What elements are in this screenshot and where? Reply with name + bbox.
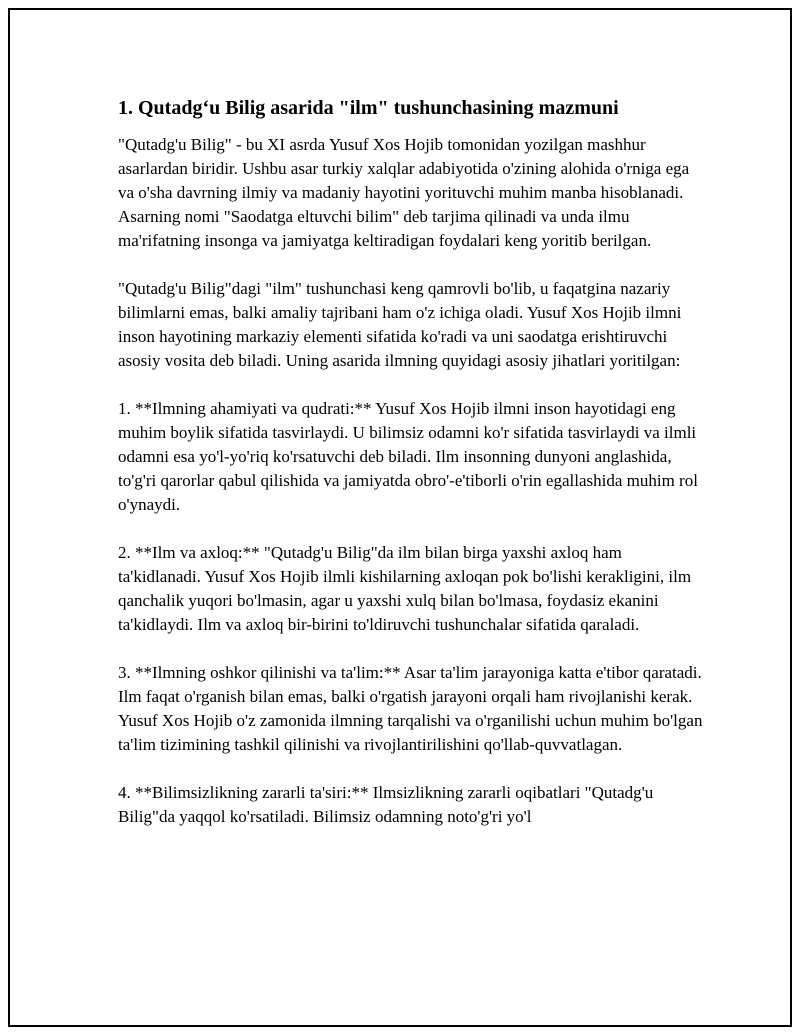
paragraph-point-4: 4. **Bilimsizlikning zararli ta'siri:** Ilmsizlikning zararli oqibatlari "Qutadg'u Bilig"da yaqqol ko'rsatiladi. Bilimsiz odamning noto'g'ri yo'l [118, 783, 654, 826]
document-page [8, 8, 792, 1027]
paragraph-point-1: 1. **Ilmning ahamiyati va qudrati:** Yusuf Xos Hojib ilmni inson hayotidagi eng muhim boylik sifatida tasvirlaydi. U bilimsiz odamni ko'r sifatida tasvirlaydi va ilmli odamni esa yo'l-yo'riq ko'rsatuvchi deb biladi. Ilm insonning dunyoni anglashida, to'g'ri qarorlar qabul qilishida va jamiyatda obro'-e'tiborli o'rin egallashida muhim rol o'ynaydi. [118, 399, 698, 514]
paragraph-ilm-concept: "Qutadg'u Bilig"dagi "ilm" tushunchasi keng qamrovli bo'lib, u faqatgina nazariy bilimlarni emas, balki amaliy tajribani ham o'z ichiga oladi. Yusuf Xos Hojib ilmni inson hayotining markaziy elementi sifatida ko'radi va uni saodatga erishtiruvchi asosiy vosita deb biladi. Uning asarida ilmning quyidagi asosiy jihatlari yoritilgan: [118, 279, 682, 370]
document-body [118, 94, 708, 853]
paragraph-point-2: 2. **Ilm va axloq:** "Qutadg'u Bilig"da ilm bilan birga yaxshi axloq ham ta'kidlanadi. Yusuf Xos Hojib ilmli kishilarning axloqan pok bo'lishi kerakligini, ilm qanchalik yuqori bo'lmasin, agar u yaxshi xulq bilan bo'lmasa, foydasiz ekanini ta'kidlaydi. Ilm va axloq bir-birini to'ldiruvchi tushunchalar sifatida qaraladi. [118, 543, 692, 634]
paragraph-intro: "Qutadg'u Bilig" - bu XI asrda Yusuf Xos Hojib tomonidan yozilgan mashhur asarlardan biridir. Ushbu asar turkiy xalqlar adabiyotida o'zining alohida o'rniga ega va o'sha davrning ilmiy va madaniy hayotini yorituvchi muhim manba hisoblanadi. Asarning nomi "Saodatga eltuvchi bilim" deb tarjima qilinadi va unda ilmu ma'rifatning insonga va jamiyatga keltiradigan foydalari keng yoritib berilgan. [118, 135, 690, 250]
page-title: 1. Qutadg‘u Bilig asarida "ilm" tushunchasining mazmuni [118, 97, 619, 119]
paragraph-point-3: 3. **Ilmning oshkor qilinishi va ta'lim:** Asar ta'lim jarayoniga katta e'tibor qaratadi. Ilm faqat o'rganish bilan emas, balki o'rgatish jarayoni orqali ham rivojlanishi kerak. Yusuf Xos Hojib o'z zamonida ilmning tarqalishi va o'rganilishi uchun muhim bo'lgan ta'lim tizimining tashkil qilinishi va rivojlantirilishini qo'llab-quvvatlagan. [118, 663, 703, 754]
